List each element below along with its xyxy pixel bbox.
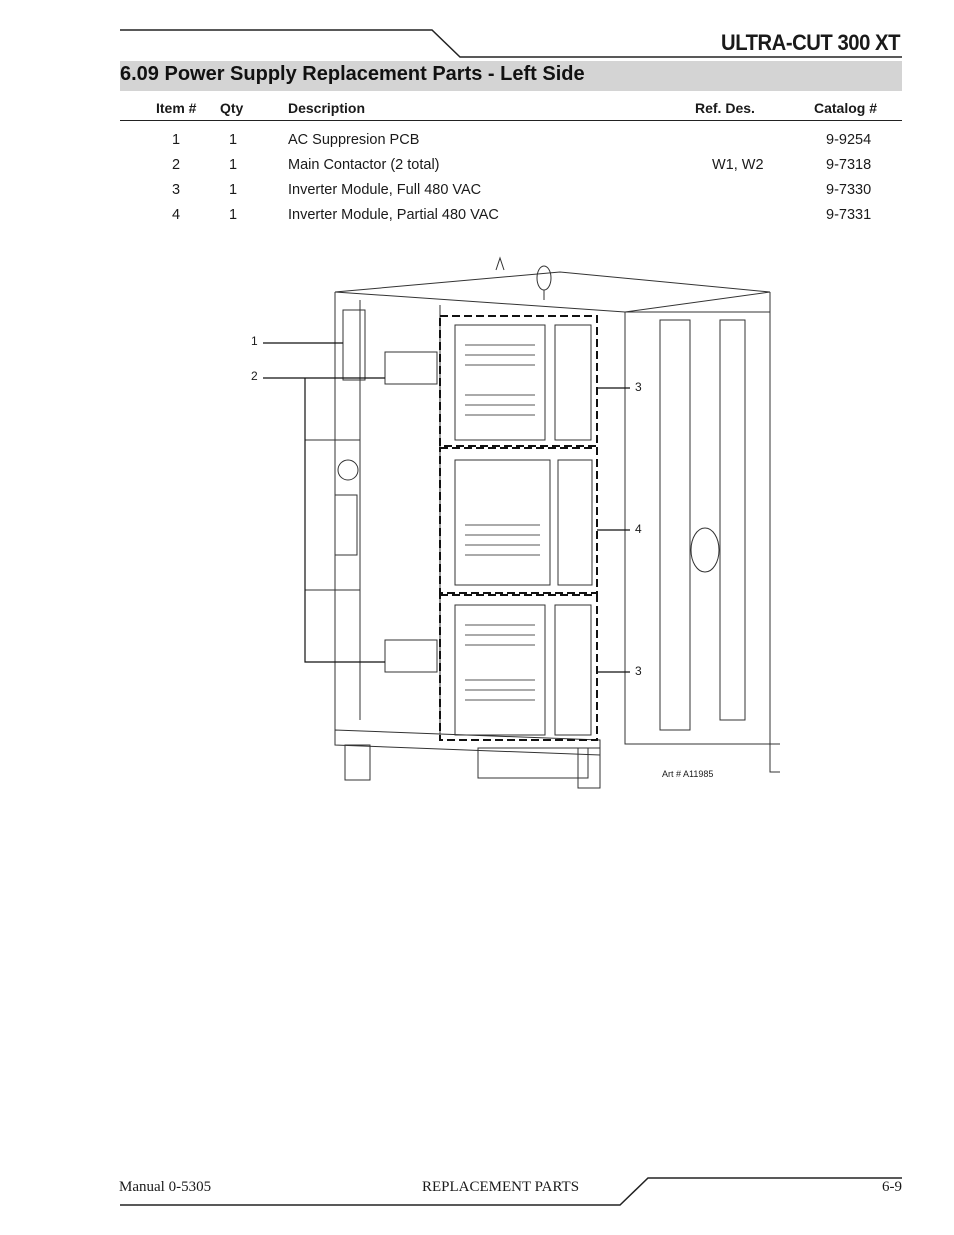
footer-section-name: REPLACEMENT PARTS — [422, 1179, 580, 1195]
cell-catalog: 9-7330 — [826, 182, 872, 198]
cell-catalog: 9-7331 — [826, 207, 872, 223]
footer-manual-number: Manual 0-5305 — [119, 1179, 212, 1195]
cell-qty: 1 — [229, 207, 238, 223]
footer-page-number: 6-9 — [882, 1179, 902, 1195]
cell-item: 1 — [172, 132, 181, 148]
cell-description: Main Contactor (2 total) — [288, 157, 440, 173]
cell-item: 2 — [172, 157, 181, 173]
cell-qty: 1 — [229, 132, 238, 148]
art-number: Art # A11985 — [662, 769, 714, 779]
cell-qty: 1 — [229, 182, 238, 198]
cell-qty: 1 — [229, 157, 238, 173]
cell-description: Inverter Module, Full 480 VAC — [288, 182, 482, 198]
col-header-catalog: Catalog # — [814, 100, 878, 116]
callout-2: 2 — [251, 369, 258, 383]
cell-item: 3 — [172, 182, 181, 198]
cell-description: AC Suppresion PCB — [288, 132, 420, 148]
cell-catalog: 9-9254 — [826, 132, 872, 148]
cell-catalog: 9-7318 — [826, 157, 872, 173]
power-supply-illustration — [240, 250, 780, 795]
col-header-ref-des: Ref. Des. — [695, 100, 755, 116]
cell-item: 4 — [172, 207, 181, 223]
col-header-item: Item # — [156, 100, 197, 116]
section-title: 6.09 Power Supply Replacement Parts - Left Side — [120, 63, 585, 85]
product-title: ULTRA-CUT 300 XT — [721, 30, 900, 55]
callout-4: 4 — [635, 522, 642, 536]
callout-1: 1 — [251, 334, 258, 348]
callout-3: 3 — [635, 380, 642, 394]
table-header-rule — [120, 120, 902, 121]
callout-3-lower: 3 — [635, 664, 642, 678]
cell-ref-des: W1, W2 — [712, 157, 764, 173]
cell-description: Inverter Module, Partial 480 VAC — [288, 207, 499, 223]
col-header-description: Description — [288, 100, 366, 116]
col-header-qty: Qty — [220, 100, 244, 116]
